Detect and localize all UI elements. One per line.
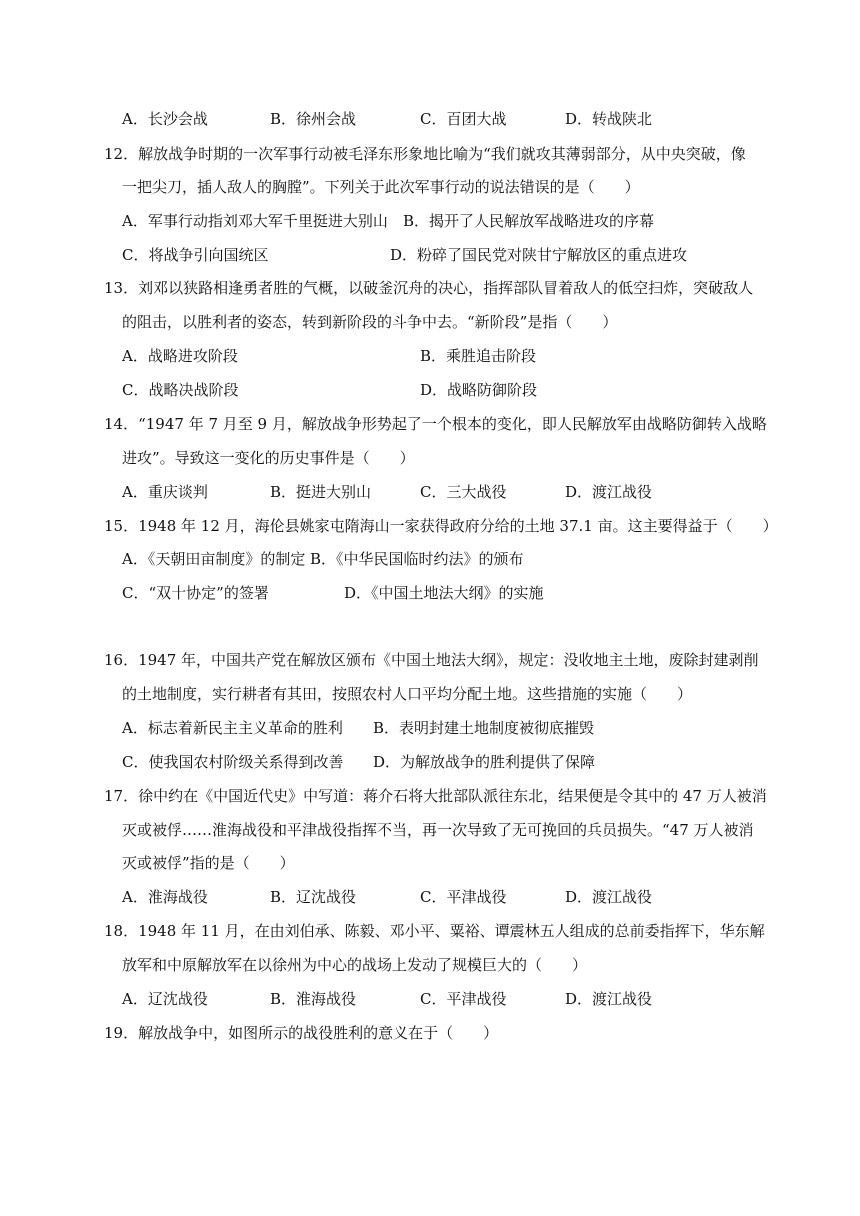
q17-options [122,886,762,908]
q15-options-row-1 [122,548,762,570]
q18-option-c[interactable]: C．平津战役 [420,990,507,1008]
q13-option-a[interactable]: A．战略进攻阶段 [122,347,238,365]
q17-stem-line-2: 灭或被俘……淮海战役和平津战役指挥不当，再一次导致了无可挽回的兵员损失。“47 万人被消 [122,821,754,839]
q18-options [122,988,762,1010]
q19-stem-line-1: 19．解放战争中，如图所示的战役胜利的意义在于（ ） [104,1024,499,1042]
q14-option-c[interactable]: C．三大战役 [420,483,507,501]
q12-stem-line-1: 12．解放战争时期的一次军事行动被毛泽东形象地比喻为“我们就攻其薄弱部分，从中央突破，像 [104,145,746,163]
q16-option-a[interactable]: A．标志着新民主主义革命的胜利 [122,719,343,737]
q12-options-row-1 [122,210,762,232]
q18-option-b[interactable]: B．淮海战役 [270,990,357,1008]
q15-option-c[interactable]: C．“双十协定”的签署 [122,584,269,602]
q13-options-row-1 [122,345,762,367]
q17-option-c[interactable]: C．平津战役 [420,888,507,906]
q17-option-a[interactable]: A．淮海战役 [122,888,208,906]
q18-stem-line-1: 18．1948 年 11 月，在由刘伯承、陈毅、邓小平、粟裕、谭震林五人组成的总前委指挥下，华东解 [104,922,765,940]
q16-option-c[interactable]: C．使我国农村阶级关系得到改善 [122,753,344,771]
q12-stem-line-2: 一把尖刀，插人敌人的胸膛”。下列关于此次军事行动的说法错误的是（ ） [122,178,640,196]
q12-option-c[interactable]: C．将战争引向国统区 [122,246,269,264]
q14-option-a[interactable]: A．重庆谈判 [122,483,208,501]
q11-option-b[interactable]: B．徐州会战 [270,110,357,128]
q18-stem-line-2: 放军和中原解放军在以徐州为中心的战场上发动了规模巨大的（ ） [122,956,588,974]
q11-option-a[interactable]: A．长沙会战 [122,110,208,128]
q16-stem-line-1: 16．1947 年，中国共产党在解放区颁布《中国土地法大纲》，规定：没收地主土地，废除封建剥削 [104,651,759,669]
q14-stem-line-2: 进攻”。导致这一变化的历史事件是（ ） [122,449,415,467]
q13-stem-line-2: 的阻击，以胜利者的姿态，转到新阶段的斗争中去。“新阶段”是指（ ） [122,313,618,331]
q14-stem-line-1: 14．“1947 年 7 月至 9 月，解放战争形势起了一个根本的变化，即人民解放军由战略防御转入战略 [104,415,767,433]
q12-options-row-2 [122,244,762,266]
q12-option-a[interactable]: A．军事行动指刘邓大军千里挺进大别山 [122,212,388,230]
q15-stem-line-1: 15．1948 年 12 月，海伦县姚家屯隋海山一家获得政府分给的土地 37.1 亩。这主要得益于（ ） [104,517,778,535]
q15-option-b[interactable]: B．《中华民国临时约法》的颁布 [310,550,524,568]
q14-options [122,481,762,503]
q13-option-c[interactable]: C．战略决战阶段 [122,381,239,399]
q18-option-d[interactable]: D．渡江战役 [565,990,653,1008]
q13-stem-line-1: 13．刘邓以狭路相逢勇者胜的气概，以破釜沉舟的决心，指挥部队冒着敌人的低空扫炸，突破敌人 [104,279,754,297]
q16-stem-line-2: 的土地制度，实行耕者有其田，按照农村人口平均分配土地。这些措施的实施（ ） [122,685,693,703]
q13-option-d[interactable]: D．战略防御阶段 [420,381,538,399]
q16-options-row-cd-placed [122,751,762,773]
q17-stem-line-3: 灭或被俘”指的是（ ） [122,854,295,872]
q13-option-b[interactable]: B．乘胜追击阶段 [420,347,537,365]
q14-option-b[interactable]: B．挺进大别山 [270,483,372,501]
q11-option-d[interactable]: D．转战陕北 [565,110,653,128]
q16-option-b[interactable]: B．表明封建土地制度被彻底摧毁 [373,719,595,737]
q18-option-a[interactable]: A．辽沈战役 [122,990,208,1008]
q12-option-b[interactable]: B．揭开了人民解放军战略进攻的序幕 [403,212,655,230]
q16-option-d[interactable]: D．为解放战争的胜利提供了保障 [373,753,596,771]
q16-options-ab-line-visible [122,717,762,739]
q14-option-d[interactable]: D．渡江战役 [565,483,653,501]
q15-options-row-2 [122,582,762,604]
q16-options-row-a-b [122,683,762,705]
q17-option-d[interactable]: D．渡江战役 [565,888,653,906]
q13-options-row-2 [122,379,762,401]
q11-options [122,108,762,130]
q12-option-d[interactable]: D．粉碎了国民党对陕甘宁解放区的重点进攻 [390,246,688,264]
q17-stem-line-1: 17．徐中约在《中国近代史》中写道：蒋介石将大批部队派往东北，结果便是令其中的 47 万人被消 [104,787,767,805]
q17-option-b[interactable]: B．辽沈战役 [270,888,357,906]
q15-option-a[interactable]: A．《天朝田亩制度》的制定 [122,550,306,568]
q15-option-d[interactable]: D．《中国土地法大纲》的实施 [344,584,544,602]
q11-option-c[interactable]: C．百团大战 [420,110,507,128]
